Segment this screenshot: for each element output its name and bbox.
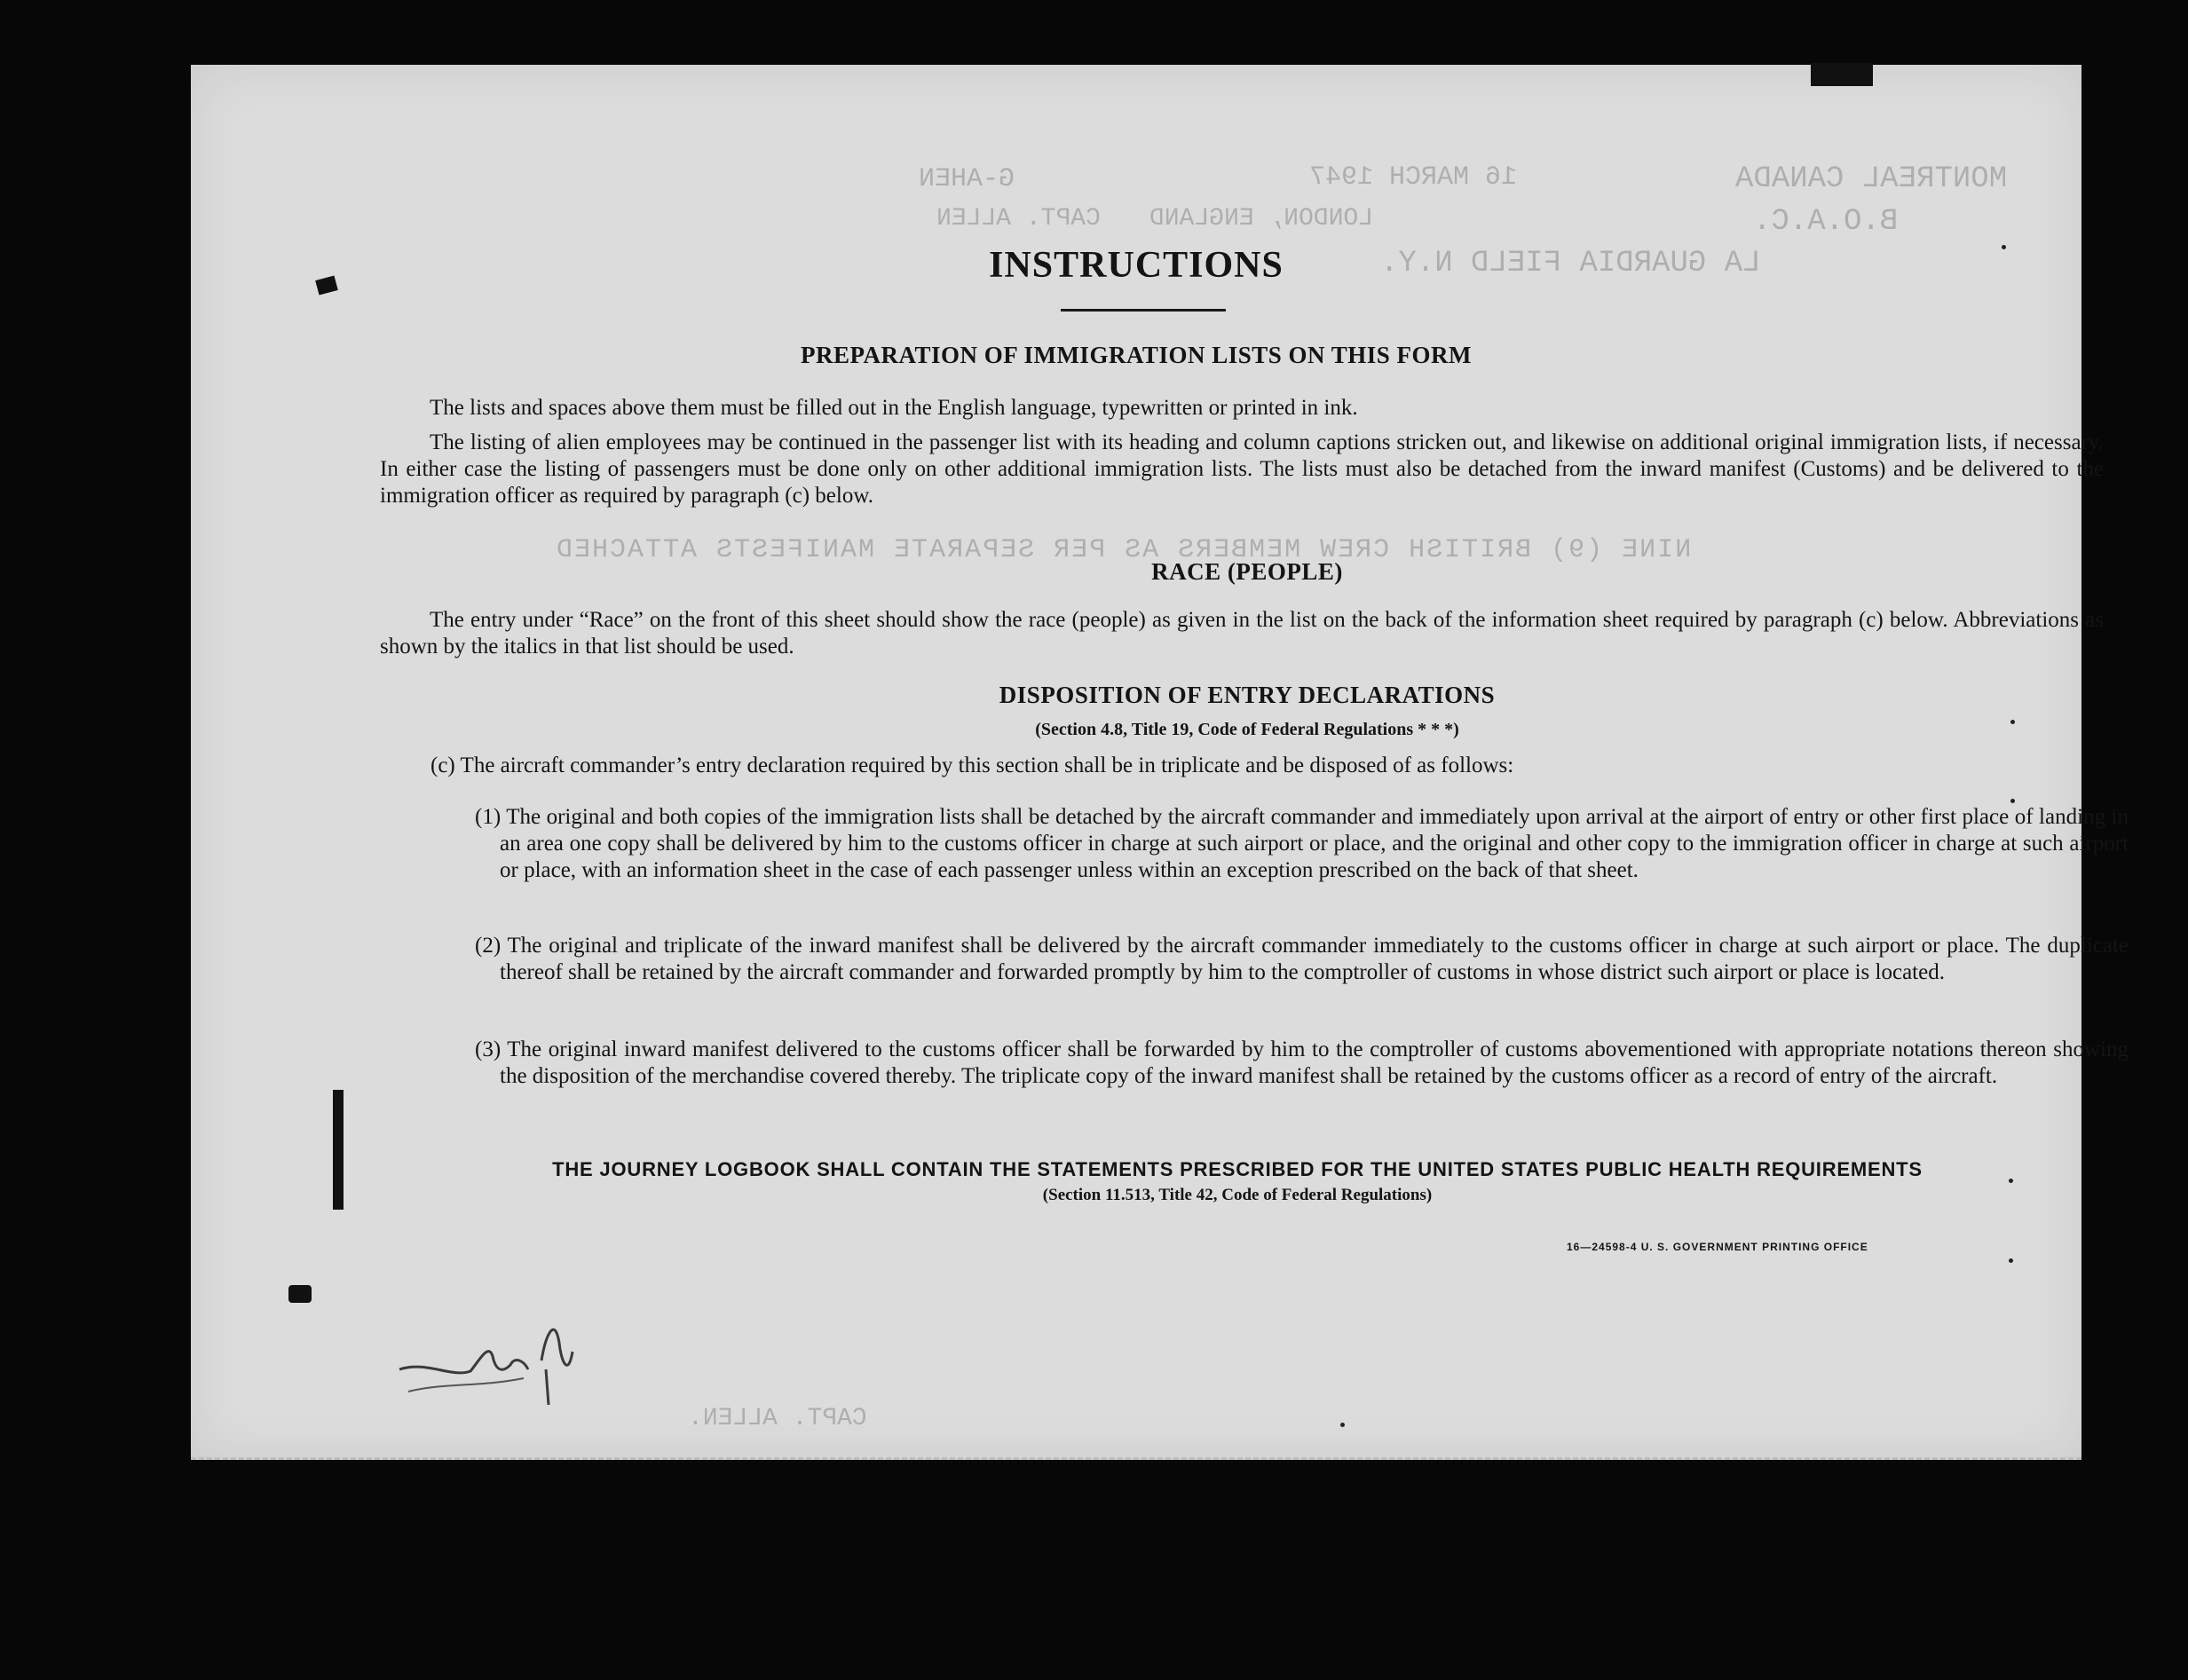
document-sheet bbox=[191, 65, 2129, 1460]
race-heading: RACE (PEOPLE) bbox=[1151, 558, 1343, 585]
sheet-edge bbox=[191, 1457, 2081, 1463]
bleed-origin: LONDON, ENGLAND bbox=[1149, 205, 1374, 233]
bleed-laguardia: LA GUARDIA FIELD N.Y. bbox=[1380, 247, 1761, 280]
bleed-boac: B.O.A.C. bbox=[1753, 205, 1899, 239]
bleed-capt: CAPT. ALLEN bbox=[936, 205, 1101, 233]
scan-speck bbox=[2009, 1258, 2013, 1263]
public-health-citation: (Section 11.513, Title 42, Code of Federal Regulations) bbox=[1042, 1186, 1433, 1204]
bleed-montreal: MONTREAL CANADA bbox=[1735, 162, 2008, 196]
disposition-heading: DISPOSITION OF ENTRY DECLARATIONS bbox=[999, 682, 1496, 708]
scan-artifact bbox=[1811, 63, 1873, 86]
handwritten-initials bbox=[391, 1307, 586, 1423]
disposition-item-2: (2) The original and triplicate of the inward manifest shall be delivered by the aircraft commander immediately to the customs officer in charge at such airport or place. The duplicate thereof shall be retained by the aircraft commander and forwarded promptly by him to the comptroller of customs in whose district such airport or place is located. bbox=[475, 934, 2129, 984]
scan-speck bbox=[2010, 799, 2015, 803]
page-title: INSTRUCTIONS bbox=[989, 245, 1284, 286]
scan-speck bbox=[2009, 1179, 2013, 1183]
prep-paragraph-2: The listing of alien employees may be continued in the passenger list with its heading and column captions stricken out, and likewise on additional original immigration lists, if necessary. In either case the listing of passengers must be done only on other additional immigration lists. The lists must also be detached from the inward manifest (Customs) and be delivered to the immigration officer as required by paragraph (c) below. bbox=[380, 430, 2104, 508]
bleed-crew: NINE (9) BRITISH CREW MEMBERS AS PER SEPARATE MANIFESTS ATTACHED bbox=[555, 535, 1692, 565]
bleed-capt-bottom: CAPT. ALLEN. bbox=[688, 1405, 867, 1432]
scan-artifact bbox=[333, 1090, 344, 1210]
disposition-item-3: (3) The original inward manifest delivered to the customs officer shall be forwarded by him to the comptroller of customs abovementioned with appropriate notations thereon showing the disposition of the merchandise covered thereby. The triplicate copy of the inward manifest shall be retained by the customs officer as a record of entry of the aircraft. bbox=[475, 1037, 2129, 1088]
scan-speck bbox=[2010, 720, 2015, 724]
bleed-date: 16 MARCH 1947 bbox=[1309, 162, 1518, 193]
prep-heading: PREPARATION OF IMMIGRATION LISTS ON THIS FORM bbox=[800, 342, 1473, 368]
disposition-item-1: (1) The original and both copies of the immigration lists shall be detached by the aircraft commander and immediately upon arrival at the airport of entry or other first place of landing in an area one copy shall be delivered by him to the customs officer in charge at such airport or place, and the original and other copy to the immigration officer in charge at such airport or place, with an information sheet in the case of each passenger unless within an exception prescribed on the back of that sheet. bbox=[475, 805, 2129, 882]
prep-paragraph-1: The lists and spaces above them must be filled out in the English language, typewritten or printed in ink. bbox=[430, 396, 1358, 420]
title-underline bbox=[1061, 309, 1226, 312]
public-health-notice: THE JOURNEY LOGBOOK SHALL CONTAIN THE STATEMENTS PRESCRIBED FOR THE UNITED STATES PUBLIC HEALTH REQUIREMENTS bbox=[552, 1158, 1923, 1180]
bleed-reg: G-AHEN bbox=[919, 164, 1015, 194]
race-paragraph: The entry under “Race” on the front of this sheet should show the race (people) as given in the list on the back of the information sheet required by paragraph (c) below. Abbreviations as shown by the italics in that list should be used. bbox=[380, 608, 2104, 659]
scan-speck bbox=[1340, 1423, 1345, 1427]
scan-artifact bbox=[288, 1285, 312, 1303]
printer-code: 16—24598-4 U. S. GOVERNMENT PRINTING OFFICE bbox=[1567, 1241, 1868, 1253]
disposition-subheading: (Section 4.8, Title 19, Code of Federal Regulations * * *) bbox=[1035, 720, 1459, 739]
scan-speck bbox=[2002, 245, 2006, 249]
disposition-paragraph-c: (c) The aircraft commander’s entry declaration required by this section shall be in triplicate and be disposed of as follows: bbox=[430, 753, 1514, 777]
